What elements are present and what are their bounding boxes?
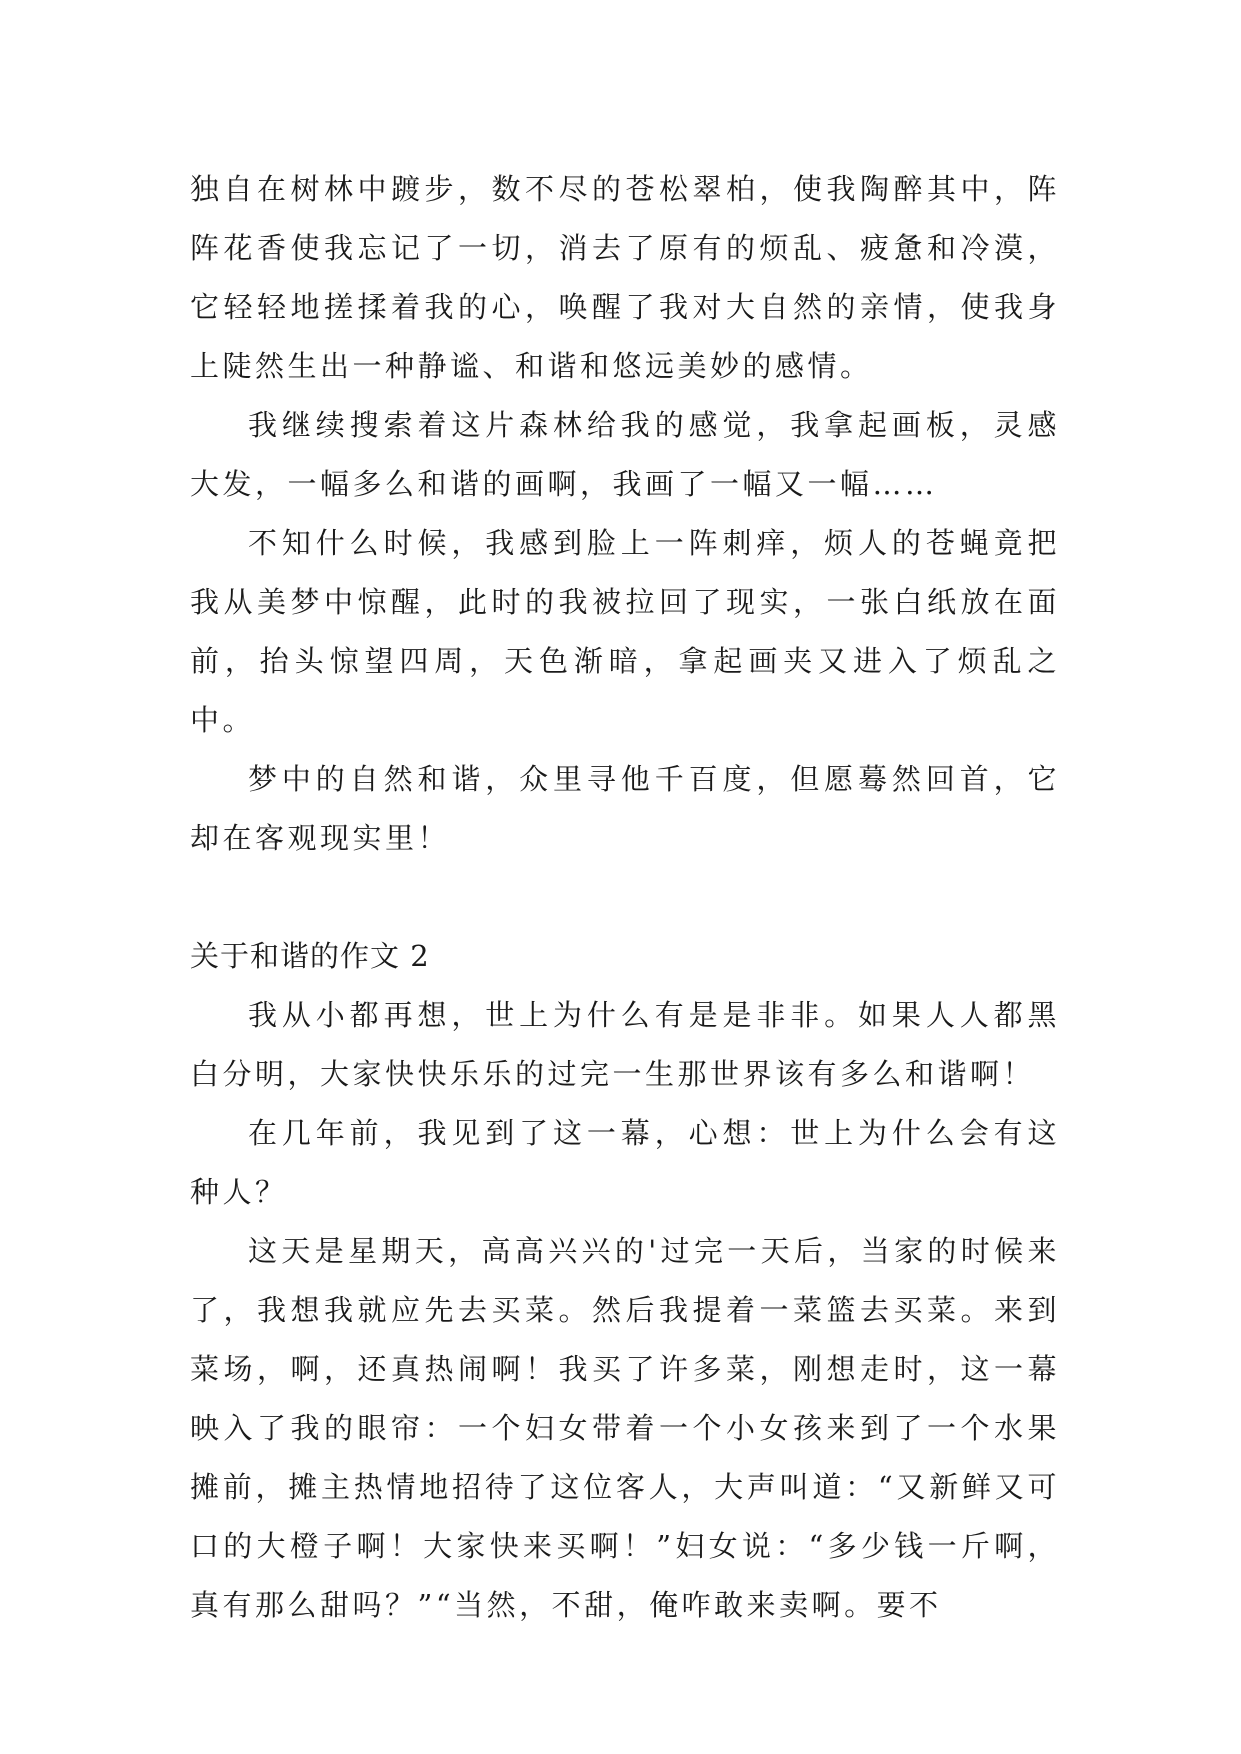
paragraph-6: 在几年前，我见到了这一幕，心想：世上为什么会有这种人？ [190, 1116, 1060, 1209]
document-body [190, 160, 1060, 1635]
section-heading: 关于和谐的作文 2 [190, 939, 430, 973]
paragraph-7: 这天是星期天，高高兴兴的'过完一天后，当家的时候来了，我想我就应先去买菜。然后我提着一菜篮去买菜。来到菜场，啊，还真热闹啊！我买了许多菜，刚想走时，这一幕映入了我的眼帘：一个妇女带着一个小女孩来到了一个水果摊前，摊主热情地招待了这位客人，大声叫道：“又新鲜又可口的大橙子啊！大家快来买啊！”妇女说：“多少钱一斤啊，真有那么甜吗？”“当然，不甜，俺咋敢来卖啊。要不 [190, 1234, 1060, 1622]
paragraph-1: 独自在树林中踱步，数不尽的苍松翠柏，使我陶醉其中，阵阵花香使我忘记了一切，消去了原有的烦乱、疲惫和冷漠，它轻轻地搓揉着我的心，唤醒了我对大自然的亲情，使我身上陡然生出一种静谧、和谐和悠远美妙的感情。 [190, 172, 1060, 383]
paragraph-5: 我从小都再想，世上为什么有是是非非。如果人人都黑白分明，大家快快乐乐的过完一生那世界该有多么和谐啊！ [190, 998, 1060, 1091]
paragraph-3: 不知什么时候，我感到脸上一阵刺痒，烦人的苍蝇竟把我从美梦中惊醒，此时的我被拉回了现实，一张白纸放在面前，抬头惊望四周，天色渐暗，拿起画夹又进入了烦乱之中。 [190, 526, 1060, 737]
paragraph-4: 梦中的自然和谐，众里寻他千百度，但愿蓦然回首，它却在客观现实里！ [190, 762, 1060, 855]
paragraph-2: 我继续搜索着这片森林给我的感觉，我拿起画板，灵感大发，一幅多么和谐的画啊，我画了一幅又一幅…… [190, 408, 1060, 501]
